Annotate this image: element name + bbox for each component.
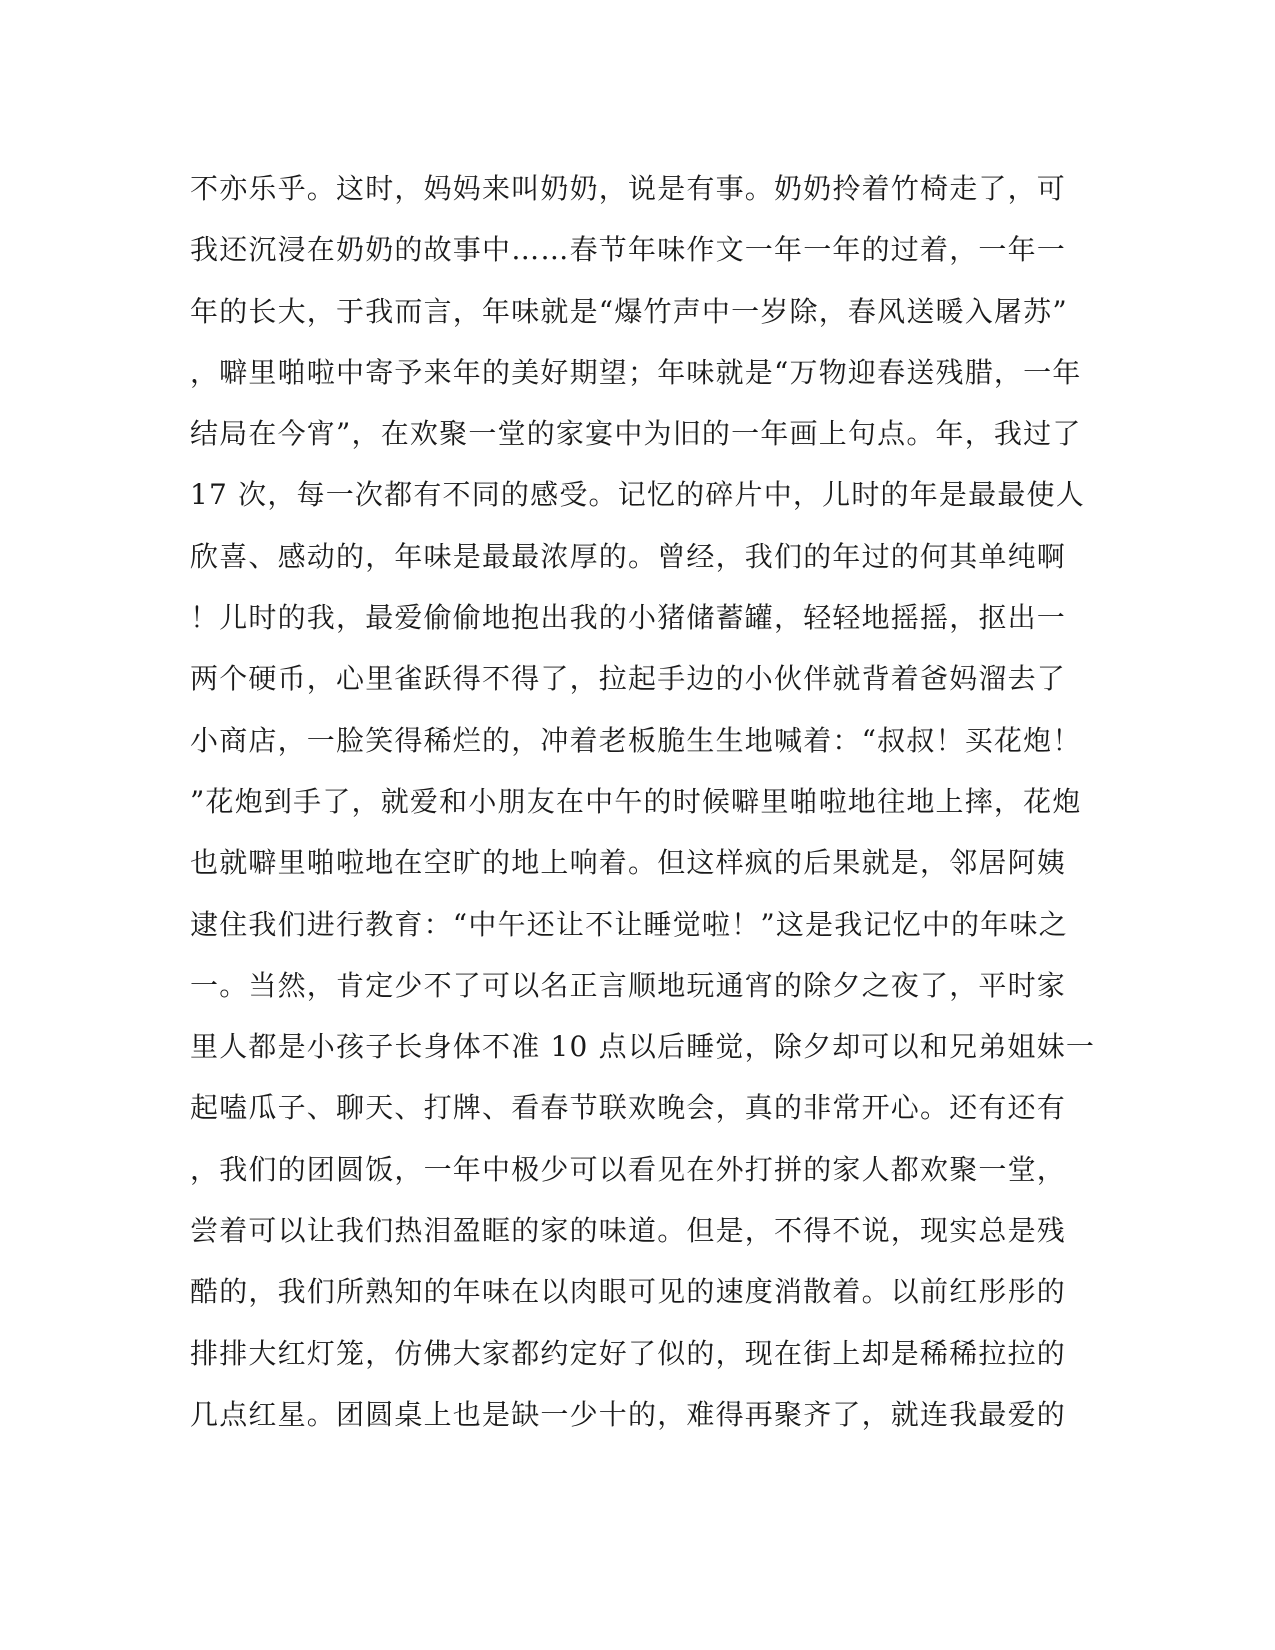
text-line: ！儿时的我，最爱偷偷地抱出我的小猪储蓄罐，轻轻地摇摇，抠出一 <box>190 601 1067 635</box>
text-line: 不亦乐乎。这时，妈妈来叫奶奶，说是有事。奶奶拎着竹椅走了，可 <box>190 172 1067 205</box>
text-line: 尝着可以让我们热泪盈眶的家的味道。但是，不得不说，现实总是残 <box>190 1214 1067 1248</box>
text-line: 里人都是小孩子长身体不准 10 点以后睡觉，除夕却可以和兄弟姐妹一 <box>190 1030 1096 1064</box>
text-line: 排排大红灯笼，仿佛大家都约定好了似的，现在街上却是稀稀拉拉的 <box>190 1336 1067 1370</box>
text-line: 结局在今宵”，在欢聚一堂的家宴中为旧的一年画上句点。年，我过了 <box>190 417 1082 451</box>
body-text <box>190 158 1096 1445</box>
text-line: 年的长大，于我而言，年味就是“爆竹声中一岁除，春风送暖入屠苏” <box>190 294 1068 328</box>
text-line: 一。当然，肯定少不了可以名正言顺地玩通宵的除夕之夜了，平时家 <box>190 968 1067 1002</box>
text-line: 几点红星。团圆桌上也是缺一少十的，难得再聚齐了，就连我最爱的 <box>190 1397 1067 1431</box>
text-line: 我还沉浸在奶奶的故事中……春节年味作文一年一年的过着，一年一 <box>190 233 1067 267</box>
text-line: 也就噼里啪啦地在空旷的地上响着。但这样疯的后果就是，邻居阿姨 <box>190 846 1067 880</box>
text-line: 小商店，一脸笑得稀烂的，冲着老板脆生生地喊着：“叔叔！买花炮！ <box>190 723 1082 757</box>
text-line: 逮住我们进行教育：“中午还让不让睡觉啦！”这是我记忆中的年味之 <box>190 907 1068 941</box>
text-line: 酷的，我们所熟知的年味在以肉眼可见的速度消散着。以前红彤彤的 <box>190 1275 1067 1309</box>
text-line: 两个硬币，心里雀跃得不得了，拉起手边的小伙伴就背着爸妈溜去了 <box>190 662 1067 696</box>
text-line: ，噼里啪啦中寄予来年的美好期望；年味就是“万物迎春送残腊，一年 <box>190 355 1082 389</box>
text-line: 欣喜、感动的，年味是最最浓厚的。曾经，我们的年过的何其单纯啊 <box>190 539 1067 573</box>
text-line: ，我们的团圆饭，一年中极少可以看见在外打拼的家人都欢聚一堂， <box>190 1152 1067 1186</box>
text-line: 17 次，每一次都有不同的感受。记忆的碎片中，儿时的年是最最使人 <box>190 478 1085 512</box>
text-line: 起嗑瓜子、聊天、打牌、看春节联欢晚会，真的非常开心。还有还有 <box>190 1091 1067 1125</box>
text-line: ”花炮到手了，就爱和小朋友在中午的时候噼里啪啦地往地上摔，花炮 <box>190 784 1082 818</box>
